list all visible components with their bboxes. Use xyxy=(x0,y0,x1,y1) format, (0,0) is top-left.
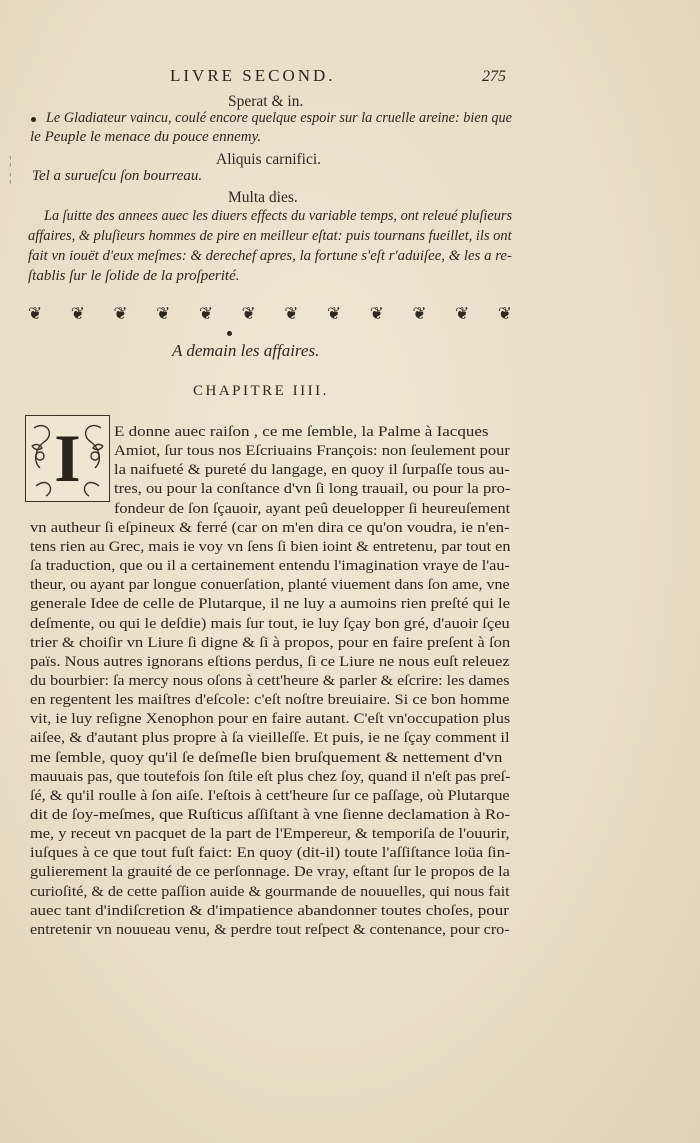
latin-quote: Multa dies. xyxy=(228,189,298,206)
body-text-line: deſmente, ou qui le deſdie) mais ſur tout, ie luy ſçay bon gré, d'auoir ſçeu xyxy=(30,614,510,632)
running-title: LIVRE SECOND. xyxy=(170,66,336,85)
body-text-line: iuſques à ce que tout fuſt faict: En quoy (dit-il) toute l'aſſiſtance loüa ſin- xyxy=(30,844,511,862)
body-text-line: vn autheur ſi eſpineux & ferré (car on m'en dira ce qu'on voudra, ie n'en- xyxy=(30,518,510,536)
body-text-line: mauuais pas, que toutefois ſon ſtile eſt plus chez ſoy, quand il n'eſt pas preſ- xyxy=(30,767,511,785)
fleuron-icon: ❦ xyxy=(455,303,470,323)
body-text-line: theur, ou ayant par longue conuerſation, planté viuement dans ſon ame, vne xyxy=(30,576,510,594)
body-text-line: trier & choiſir vn Liure ſi digne & ſi à propos, pour en faire preſent à ſon xyxy=(30,633,511,651)
page-number: 275 xyxy=(482,68,506,85)
body-text-line: E donne auec raiſon , ce me ſemble, la Palme à Iacques xyxy=(114,423,489,440)
french-translation-line: La ſuitte des annees auec les diuers effects du variable temps, ont releué pluſieurs xyxy=(44,208,513,224)
body-text-line: me, y receut vn pacquet de la part de l'Empereur, & temporiſa de l'ouurir, xyxy=(30,825,510,843)
body-text-line: me ſemble, quoy qu'il ſe deſmeſle bien bruſquement & nettement d'vn xyxy=(30,748,503,766)
body-text-line: tens rien au Grec, mais ie voy vn ſens ſi bien ioint & entretenu, par tout en xyxy=(30,537,511,555)
body-text-line: auec tant d'indiſcretion & d'impatience abandonner toutes choſes, pour xyxy=(30,901,509,919)
french-translation-line: ſtablis ſur le ſolide de la proſperité. xyxy=(28,268,240,284)
body-text-line: Amiot, ſur tous nos Eſcriuains François: non ſeulement pour xyxy=(114,442,510,460)
body-text-line: curioſité, & de cette paſſion auide & gourmande de nouuelles, qui nous fait xyxy=(30,882,510,900)
french-translation-line: le Peuple le menace du pouce ennemy. xyxy=(30,129,262,145)
body-text-line: païs. Nous autres ignorans eſtions perdus, ſi ce Liure ne nous euſt releuez xyxy=(30,652,510,670)
page-header xyxy=(0,62,700,92)
initial-letter: I xyxy=(54,420,81,496)
chapter-title: CHAPITRE IIII. xyxy=(193,383,329,399)
body-text-line: tres, ou pour la conſtance d'vn ſi long trauail, ou pour la pro- xyxy=(114,480,511,498)
decorated-initial xyxy=(25,415,110,502)
body-text-line: ſé, & qu'il roulle à ſon aiſe. I'eſtois à cett'heure ſur ce paſſage, où Plutarque xyxy=(30,786,510,804)
french-translation-line: Tel a surueſcu ſon bourreau. xyxy=(32,168,203,184)
fleuron-icon: ❦ xyxy=(412,303,427,323)
french-translation-line: Le Gladiateur vaincu, coulé encore quelque espoir sur la cruelle areine: bien que xyxy=(46,110,513,126)
body-text-line: ſa traduction, que ou il a certainement entendu l'imagination vraye de l'au- xyxy=(30,557,510,575)
body-text-line: fondeur de ſon ſçauoir, ayant peû deuelopper ſi heureuſement xyxy=(114,499,511,517)
french-translation-line: affaires, & pluſieurs hommes de pire en meilleur eſtat: puis tournans fueillet, ils ont xyxy=(28,228,512,244)
ornamental-border xyxy=(28,302,512,324)
french-translation-line: fait vn iouët d'eux meſmes: & derechef apres, la fortune s'eſt r'aduiſee, & les a re- xyxy=(28,248,512,264)
bullet-mark xyxy=(227,331,232,336)
bullet-mark xyxy=(31,117,36,122)
section-title: A demain les affaires. xyxy=(172,341,320,360)
body-text-line: du bourbier: ſa mercy nous oſons à cett'heure & parler & eſcrire: les dames xyxy=(30,671,510,689)
fleuron-icon: ❦ xyxy=(113,303,128,323)
body-text-line: generale Idee de celle de Plutarque, il ne luy a aumoins rien preſté qui le xyxy=(30,595,510,613)
latin-quote: Aliquis carnifici. xyxy=(216,151,322,168)
fleuron-icon: ❦ xyxy=(326,303,342,323)
fleuron-icon: ❦ xyxy=(369,303,384,323)
body-text-line: gulierement la grauité de ce perſonnage. De vray, eſtant ſur le propos de la xyxy=(30,863,510,881)
fleuron-icon: ❦ xyxy=(284,303,299,323)
fleuron-icon: ❦ xyxy=(156,303,171,323)
fleuron-icon: ❦ xyxy=(241,303,256,323)
body-text-line: vit, ie luy reſigne Xenophon pour en faire autant. C'eſt vn'occupation plus xyxy=(30,710,511,728)
body-text-line: en regentent les maiſtres d'eſcole: c'eſt noſtre breuiaire. Si ce bon homme xyxy=(30,691,510,709)
body-text-line: aiſee, & d'autant plus propre à ſa vieilleſſe. Et puis, ie ne ſçay comment il xyxy=(30,729,510,747)
body-text-line: la naifueté & pureté du langage, en quoy il ſurpaſſe tous au- xyxy=(114,461,510,479)
latin-quote: Sperat & in. xyxy=(228,93,304,110)
fleuron-icon: ❦ xyxy=(497,303,512,323)
body-text-line: entretenir vn nouueau venu, & perdre tout reſpect & contenance, pour cro- xyxy=(30,920,510,938)
fleuron-icon: ❦ xyxy=(28,303,43,323)
margin-mark: ¦ xyxy=(9,170,12,184)
body-text-line: dit de ſoy-meſmes, que Ruſticus aſſiſtant à vne ſienne declamation à Ro- xyxy=(30,806,511,823)
fleuron-icon: ❦ xyxy=(198,303,214,323)
margin-mark: ¦ xyxy=(9,153,12,167)
fleuron-icon: ❦ xyxy=(70,303,85,323)
